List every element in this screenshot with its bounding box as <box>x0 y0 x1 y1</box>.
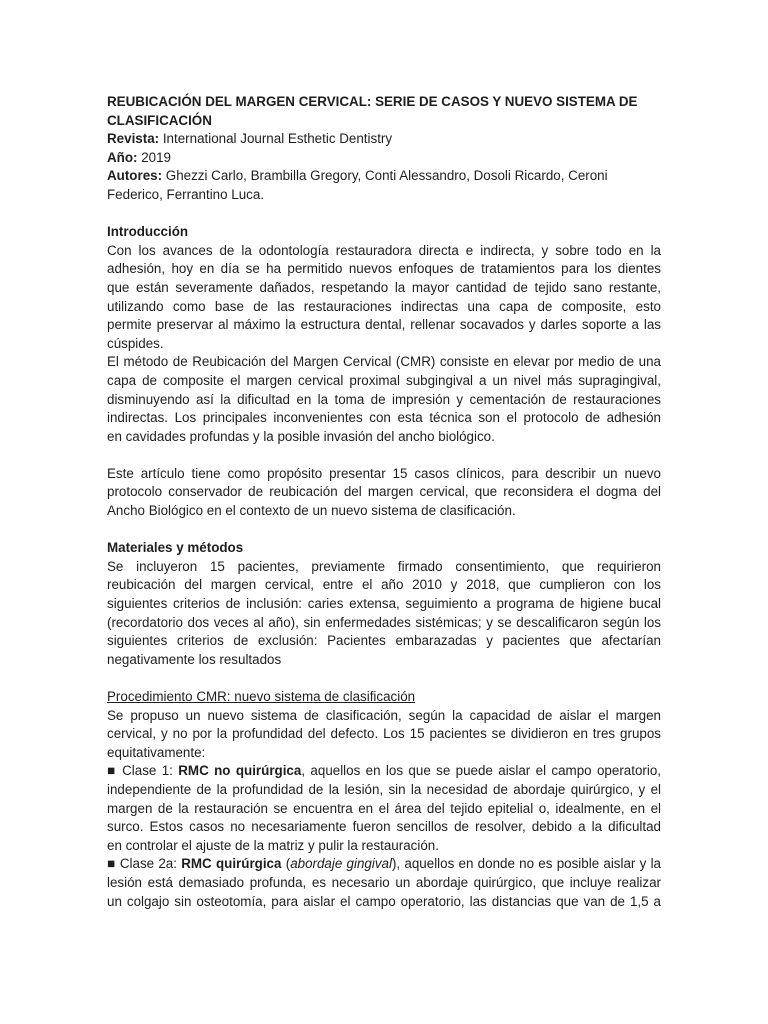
intro-p1-line: que están severamente dañados, respetando la mayor cantidad de tejido sano restante, <box>107 279 661 295</box>
methods-heading: Materiales y métodos <box>107 540 244 556</box>
class2a-paren: ( <box>281 856 291 872</box>
intro-p2-line: capa de composite el margen cervical proximal subgingival a un nivel más supragingival, <box>107 372 661 388</box>
procedure-p1-line: Se propuso un nuevo sistema de clasificación, según la capacidad de aislar el margen <box>107 707 661 723</box>
intro-p2-line: en cavidades profundas y la posible invasión del ancho biológico. <box>107 428 495 444</box>
class1-name: RMC no quirúrgica <box>178 763 302 779</box>
methods-p1-line: (recordatorio dos veces al año), sin enfermedades sistémicas; y se descalificaron según los <box>107 614 661 630</box>
class1-rest: , aquellos en los que se puede aislar el campo operatorio, <box>301 763 661 779</box>
class2a-prefix: ■ Clase 2a: <box>107 856 182 872</box>
authors-label: Autores: <box>107 168 163 184</box>
intro-p1-line: cúspides. <box>107 335 164 351</box>
journal-label: Revista: <box>107 131 160 147</box>
class2a-italic: abordaje gingival <box>290 856 392 872</box>
intro-p3-line: Ancho Biológico en el contexto de un nuevo sistema de clasificación. <box>107 503 516 519</box>
intro-p1-line: adhesión, hoy en día se ha permitido nuevos enfoques de tratamientos para los dientes <box>107 261 661 277</box>
intro-p2-line: disminuyendo así la dificultad en la toma de impresión y cementación de restauraciones <box>107 391 661 407</box>
class2a-line: lesión está demasiado profunda, es necesario un abordaje quirúrgico, que incluye realizar <box>107 874 661 890</box>
spacer <box>107 446 661 465</box>
year-label: Año: <box>107 149 138 165</box>
title-line-2: CLASIFICACIÓN <box>107 112 212 128</box>
methods-p1-line: Se incluyeron 15 pacientes, previamente firmado consentimiento, que requirieron <box>107 558 661 574</box>
intro-p3-line: protocolo conservador de reubicación del margen cervical, que reconsidera el dogma del <box>107 484 661 500</box>
procedure-heading: Procedimiento CMR: nuevo sistema de clasificación <box>107 689 416 704</box>
intro-heading: Introducción <box>107 224 189 240</box>
journal-row <box>107 130 661 149</box>
class1-prefix: ■ Clase 1: <box>107 763 179 779</box>
intro-p1-line: utilizando como base de las restauraciones indirectas una capa de composite, esto <box>107 298 661 314</box>
procedure-p1-line: cervical, y no por la profundidad del defecto. Los 15 pacientes se dividieron en tres grupos <box>107 726 661 742</box>
intro-p1-line: Con los avances de la odontología restauradora directa e indirecta, y sobre todo en la <box>107 242 661 258</box>
class2a-rest: ), aquellos en donde no es posible aislar y la <box>391 856 662 872</box>
class2a-name: RMC quirúrgica <box>181 856 282 872</box>
class1-line: surco. Estos casos no necesariamente fueron sencillos de resolver, debido a la dificultad <box>107 819 661 835</box>
intro-p1-line: permite preservar al máximo la estructura dental, rellenar socavados y darles soporte a las <box>107 317 661 333</box>
methods-p1-line: negativamente los resultados <box>107 651 282 667</box>
methods-p1-line: siguientes criterios de inclusión: caries extensa, seguimiento a programa de higiene bucal <box>107 596 661 612</box>
class1-line: en controlar el ajuste de la matriz y pulir la restauración. <box>107 837 439 853</box>
authors-row <box>107 167 661 186</box>
intro-p2-line: indirectas. Los principales inconvenientes con esta técnica son el protocolo de adhesión <box>107 410 661 426</box>
intro-p3-line: Este artículo tiene como propósito presentar 15 casos clínicos, para describir un nuevo <box>107 465 661 481</box>
class2a-line: un colgajo sin osteotomía, para aislar el campo operatorio, las distancias que van de 1,5 a <box>107 893 661 909</box>
intro-p2-line: El método de Reubicación del Margen Cervical (CMR) consiste en elevar por medio de una <box>107 354 661 370</box>
spacer <box>107 521 661 540</box>
class2a-first-line <box>107 855 661 874</box>
authors-line-2: Federico, Ferrantino Luca. <box>107 186 265 202</box>
title-line-1: REUBICACIÓN DEL MARGEN CERVICAL: SERIE DE CASOS Y NUEVO SISTEMA DE <box>107 94 638 109</box>
spacer <box>107 205 661 224</box>
class1-line: independiente de la profundidad de la lesión, sin la necesidad de abordaje quirúrgico, y el <box>107 781 661 797</box>
class1-first-line <box>107 762 661 781</box>
methods-p1-line: siguientes criterios de exclusión: Pacientes embarazadas y pacientes que afectarían <box>107 633 661 649</box>
journal-value: International Journal Esthetic Dentistry <box>159 131 393 147</box>
methods-p1-line: reubicación del margen cervical, entre el año 2010 y 2018, que cumplieron con los <box>107 577 661 593</box>
year-row <box>107 149 661 168</box>
class1-line: margen de la restauración se encuentra en el área del tejido epitelial o, idealmente, en el <box>107 800 661 816</box>
year-value: 2019 <box>137 149 172 165</box>
authors-line-1: Ghezzi Carlo, Brambilla Gregory, Conti Alessandro, Dosoli Ricardo, Ceroni <box>162 168 608 184</box>
spacer <box>107 669 661 688</box>
procedure-p1-line: equitativamente: <box>107 744 206 760</box>
